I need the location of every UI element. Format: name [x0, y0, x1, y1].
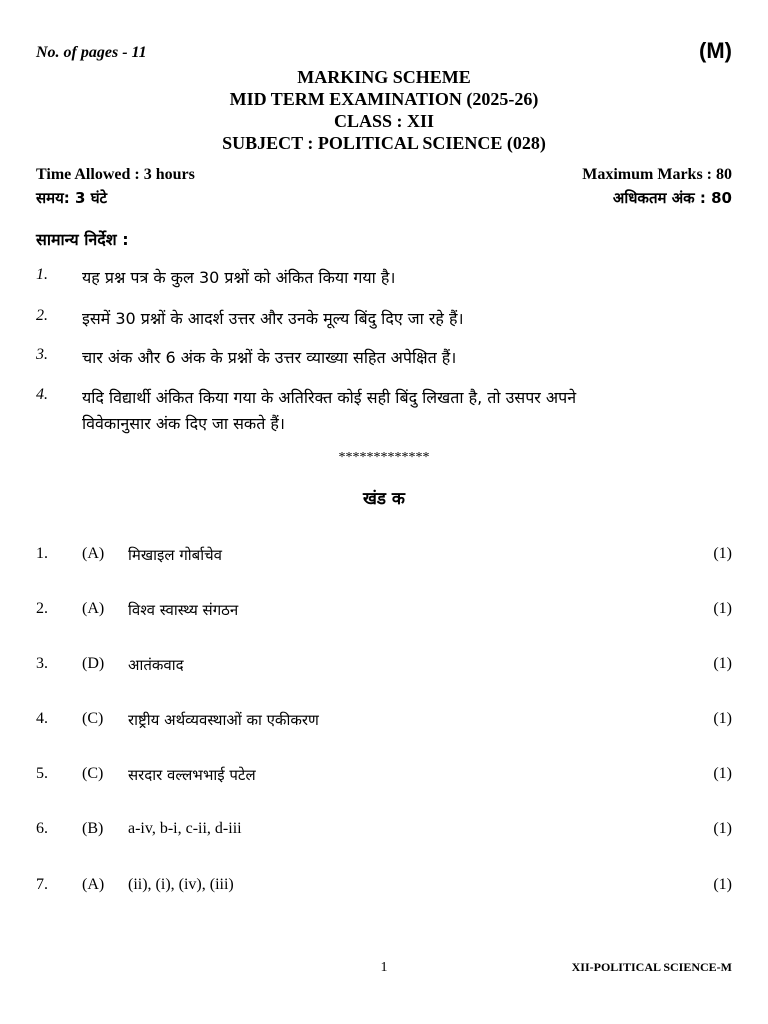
- instruction-number: 4.: [36, 386, 48, 403]
- answer-marks: (1): [713, 765, 732, 782]
- answer-number: 2.: [36, 600, 48, 617]
- answer-option: (A): [82, 545, 105, 562]
- section-heading: खंड क: [363, 489, 405, 509]
- answer-marks: (1): [713, 820, 732, 837]
- answer-option: (C): [82, 710, 104, 727]
- instruction-number: 2.: [36, 307, 48, 324]
- instruction-text-continued: विवेकानुसार अंक दिए जा सकते हैं।: [82, 414, 285, 433]
- answer-marks: (1): [713, 655, 732, 672]
- answer-option: (A): [82, 876, 105, 893]
- time-allowed: Time Allowed : 3 hours: [36, 166, 195, 183]
- instructions-heading: सामान्य निर्देश :: [36, 230, 129, 249]
- subject-title: SUBJECT : POLITICAL SCIENCE (028): [222, 133, 546, 153]
- time-allowed-hindi: समय: 3 घंटे: [36, 189, 108, 207]
- maximum-marks: Maximum Marks : 80: [582, 166, 732, 183]
- answer-text: आतंकवाद: [128, 656, 184, 674]
- class-title: CLASS : XII: [333, 111, 435, 131]
- instruction-text: चार अंक और 6 अंक के प्रश्नों के उत्तर व्याख्या सहित अपेक्षित हैं।: [82, 348, 457, 367]
- answer-text: राष्ट्रीय अर्थव्यवस्थाओं का एकीकरण: [128, 711, 319, 729]
- set-code: (M): [699, 38, 732, 63]
- answer-option: (D): [82, 655, 105, 672]
- instruction-text: इसमें 30 प्रश्नों के आदर्श उत्तर और उनके मूल्य बिंदु दिए जा रहे हैं।: [82, 309, 464, 328]
- answer-text: सरदार वल्लभभाई पटेल: [128, 766, 256, 784]
- answer-number: 1.: [36, 545, 48, 562]
- answer-option: (A): [82, 600, 105, 617]
- answer-marks: (1): [713, 710, 732, 727]
- answer-option: (B): [82, 820, 104, 837]
- answer-number: 5.: [36, 765, 48, 782]
- answer-text: a-iv, b-i, c-ii, d-iii: [128, 820, 242, 837]
- answer-number: 6.: [36, 820, 48, 837]
- page-count: No. of pages - 11: [36, 44, 147, 61]
- answer-number: 7.: [36, 876, 48, 893]
- separator: *************: [338, 450, 430, 465]
- answer-text: विश्व स्वास्थ्य संगठन: [128, 601, 239, 619]
- exam-title: MID TERM EXAMINATION (2025-26): [229, 89, 539, 109]
- answer-marks: (1): [713, 600, 732, 617]
- page-number: 1: [380, 960, 388, 975]
- instruction-text: यदि विद्यार्थी अंकित किया गया के अतिरिक्त कोई सही बिंदु लिखता है, तो उसपर अपने: [82, 388, 577, 407]
- instruction-number: 3.: [36, 346, 48, 363]
- footer-code: XII-POLITICAL SCIENCE-M: [571, 960, 732, 974]
- answer-text: मिखाइल गोर्बाचेव: [128, 546, 222, 564]
- doc-title: MARKING SCHEME: [297, 67, 471, 87]
- instruction-number: 1.: [36, 266, 48, 283]
- answer-marks: (1): [713, 876, 732, 893]
- answer-text: (ii), (i), (iv), (iii): [128, 876, 234, 893]
- answer-number: 4.: [36, 710, 48, 727]
- maximum-marks-hindi: अधिकतम अंक : 80: [612, 189, 732, 207]
- answer-option: (C): [82, 765, 104, 782]
- answer-marks: (1): [713, 545, 732, 562]
- instruction-text: यह प्रश्न पत्र के कुल 30 प्रश्नों को अंकित किया गया है।: [82, 268, 396, 287]
- answer-number: 3.: [36, 655, 48, 672]
